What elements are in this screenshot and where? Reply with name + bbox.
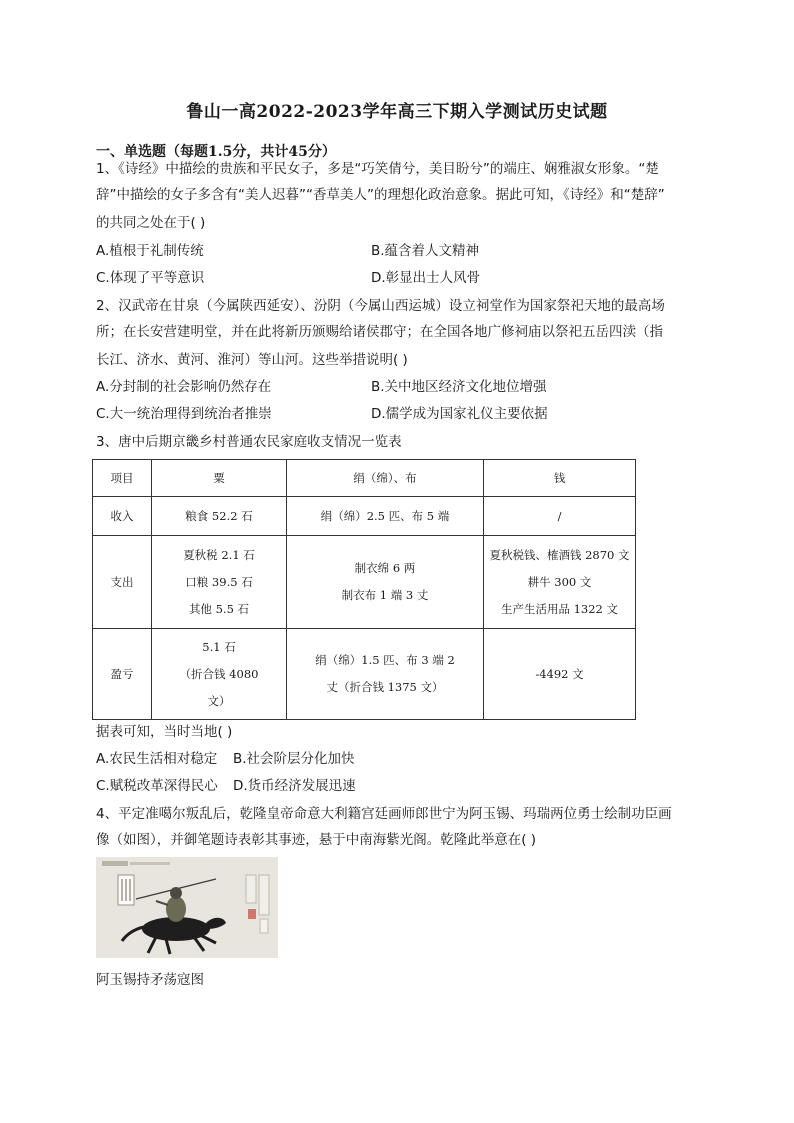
q4-stem-line-1: 4、平定准噶尔叛乱后，乾隆皇帝命意大利籍宫廷画师郎世宁为阿玉锡、玛瑞两位勇士绘制功臣画 bbox=[96, 806, 672, 822]
q2-stem-line-2: 所；在长安营建明堂，并在此将新历颁赐给诸侯郡守；在全国各地广修祠庙以祭祀五岳四渎（指 bbox=[96, 324, 663, 340]
cell-line: 5.1 石 bbox=[202, 639, 236, 654]
horse-rider-illustration bbox=[96, 857, 278, 958]
q2-option-d[interactable]: D.儒学成为国家礼仪主要依据 bbox=[371, 406, 548, 422]
cell-line: 夏秋税 2.1 石 bbox=[183, 547, 255, 562]
table-row bbox=[93, 536, 636, 629]
cell-line: 丈（折合钱 1375 文） bbox=[326, 680, 444, 694]
q2-option-b[interactable]: B.关中地区经济文化地位增强 bbox=[371, 379, 547, 395]
cell-line: 其他 5.5 石 bbox=[188, 601, 250, 616]
table-cell bbox=[152, 497, 287, 536]
q2-option-c[interactable]: C.大一统治理得到统治者推崇 bbox=[96, 406, 272, 422]
cell-line: 夏秋税钱、榷酒钱 2870 文 bbox=[489, 547, 630, 562]
cell-line: 粮食 52.2 石 bbox=[185, 508, 253, 523]
page-title: 鲁山一高2022-2023学年高三下期入学测试历史试题 bbox=[186, 102, 608, 122]
q3-option-b[interactable]: B.社会阶层分化加快 bbox=[233, 751, 355, 767]
q1-option-c[interactable]: C.体现了平等意识 bbox=[96, 270, 205, 286]
q3-intro: 3、唐中后期京畿乡村普通农民家庭收支情况一览表 bbox=[96, 434, 402, 450]
q1-stem-line-2: 辞”中描绘的女子多含有“美人迟暮”“香草美人”的理想化政治意象。据此可知，《诗经》和“楚辞” bbox=[96, 187, 665, 203]
cell-line: （折合钱 4080 bbox=[179, 666, 259, 681]
table-cell bbox=[152, 629, 287, 720]
image-caption: 阿玉锡持矛荡寇图 bbox=[96, 972, 204, 988]
q1-option-b[interactable]: B.蕴含着人文精神 bbox=[371, 243, 480, 259]
cell-line: 制衣布 1 端 3 丈 bbox=[341, 588, 429, 602]
cell-line: / bbox=[557, 508, 562, 523]
cell-line: 制衣绵 6 两 bbox=[354, 561, 416, 575]
table-cell bbox=[287, 536, 484, 629]
cell-line: 生产生活用品 1322 文 bbox=[500, 601, 619, 616]
q1-option-d[interactable]: D.彰显出士人风骨 bbox=[371, 270, 481, 286]
table-row bbox=[93, 629, 636, 720]
table-header-cell: 绢（绵）、布 bbox=[287, 460, 484, 497]
q1-stem-line-1: 1、《诗经》中描绘的贵族和平民女子，多是“巧笑倩兮，美目盼兮”的端庄、娴雅淑女形象。“楚 bbox=[96, 161, 659, 177]
q1-stem-line-3: 的共同之处在于( ) bbox=[96, 215, 206, 231]
ayuxi-painting-image bbox=[96, 857, 278, 958]
income-expense-table bbox=[92, 459, 636, 720]
q3-stem: 据表可知，当时当地( ) bbox=[96, 724, 233, 740]
table-row-label: 支出 bbox=[93, 536, 152, 629]
table-header-cell: 钱 bbox=[484, 460, 636, 497]
cell-line: 绢（绵）1.5 匹、布 3 端 2 bbox=[315, 653, 455, 667]
section-heading: 一、单选题（每题1.5分，共计45分） bbox=[96, 144, 336, 160]
table-row-label: 收入 bbox=[93, 497, 152, 536]
cell-line: 文） bbox=[207, 693, 231, 708]
q2-stem-line-1: 2、汉武帝在甘泉（今属陕西延安）、汾阴（今属山西运城）设立祠堂作为国家祭祀天地的最高场 bbox=[96, 298, 665, 314]
table-cell bbox=[484, 497, 636, 536]
q3-option-c[interactable]: C.赋税改革深得民心 bbox=[96, 778, 218, 794]
table-row-label: 盈亏 bbox=[93, 629, 152, 720]
table-row bbox=[93, 497, 636, 536]
q3-option-d[interactable]: D.货币经济发展迅速 bbox=[233, 778, 356, 794]
q2-stem-line-3: 长江、济水、黄河、淮河）等山河。这些举措说明( ) bbox=[96, 352, 408, 368]
table-header-cell: 粟 bbox=[152, 460, 287, 497]
table-cell bbox=[152, 536, 287, 629]
cell-line: 口粮 39.5 石 bbox=[185, 574, 253, 589]
table-cell bbox=[287, 629, 484, 720]
cell-line: 耕牛 300 文 bbox=[527, 574, 592, 589]
table-header-row bbox=[93, 460, 636, 497]
cell-line: 绢（绵）2.5 匹、布 5 端 bbox=[320, 508, 450, 523]
q4-stem-line-2: 像（如图），并御笔题诗表彰其事迹，悬于中南海紫光阁。乾隆此举意在( ) bbox=[96, 832, 537, 848]
q2-option-a[interactable]: A.分封制的社会影响仍然存在 bbox=[96, 379, 272, 395]
table-cell bbox=[484, 629, 636, 720]
q1-option-a[interactable]: A.植根于礼制传统 bbox=[96, 243, 204, 259]
table-cell bbox=[484, 536, 636, 629]
table-header-cell: 项目 bbox=[93, 460, 152, 497]
cell-line: -4492 文 bbox=[535, 666, 584, 681]
table-cell bbox=[287, 497, 484, 536]
q3-option-a[interactable]: A.农民生活相对稳定 bbox=[96, 751, 218, 767]
